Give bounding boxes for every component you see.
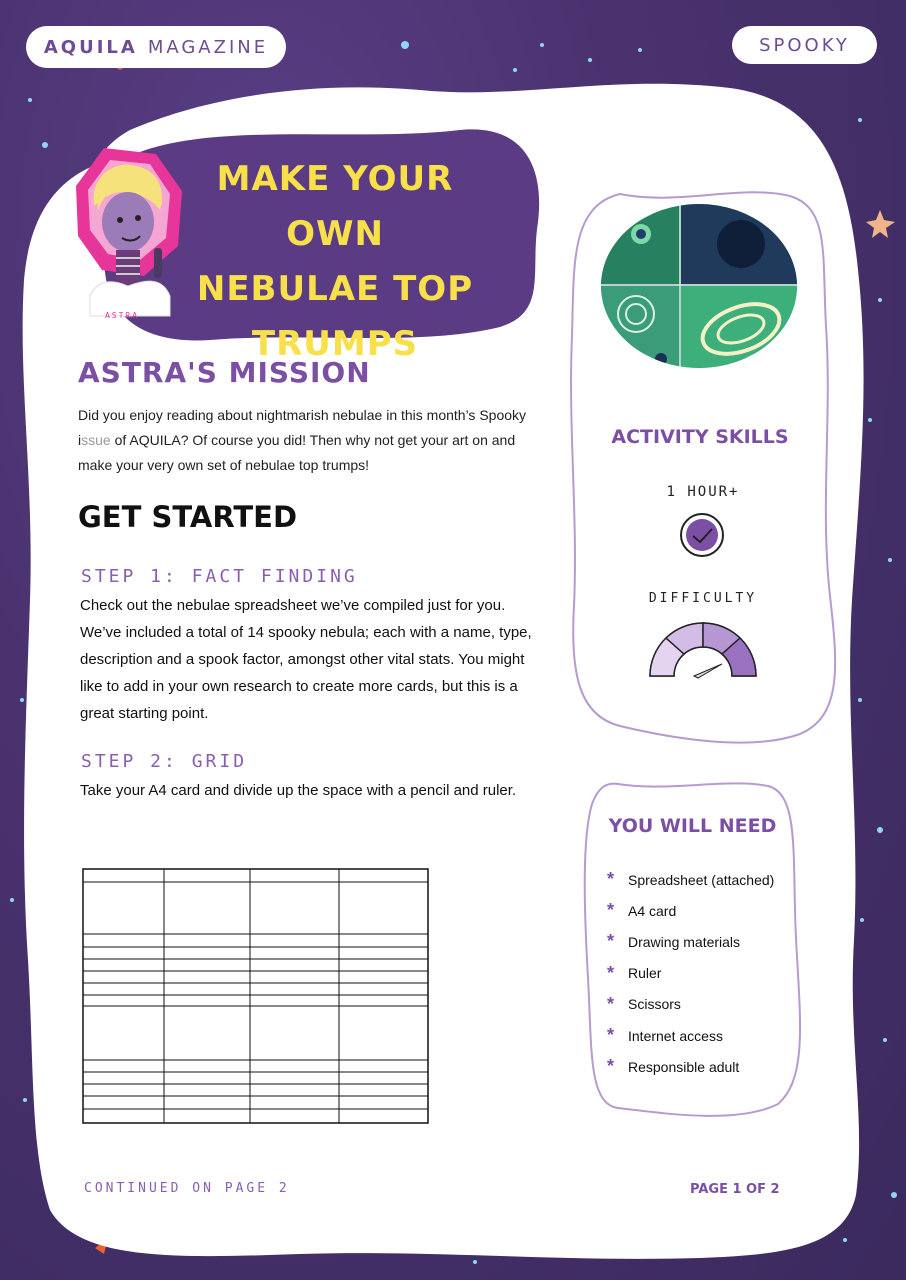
mission-heading: ASTRA'S MISSION — [78, 356, 371, 389]
continued-note: CONTINUED ON PAGE 2 — [84, 1181, 290, 1196]
asterisk-icon: * — [607, 1056, 615, 1077]
step-1-heading: STEP 1: FACT FINDING — [81, 566, 358, 587]
mission-intro — [78, 403, 538, 478]
brand-rest: MAGAZINE — [147, 36, 269, 58]
intro-text-b: of AQUILA? Of course you did! Then why not get your art on and make your very own set of nebulae top trumps! — [78, 432, 516, 473]
list-item — [607, 864, 774, 895]
intro-text-a: Did you enjoy reading about nightmarish nebulae in this month’s Spooky i — [78, 407, 527, 448]
list-item-label: A4 card — [628, 902, 677, 919]
list-item — [607, 926, 774, 957]
page-title — [165, 152, 505, 372]
list-item-label: Internet access — [628, 1027, 723, 1044]
nebula-image — [601, 204, 798, 369]
asterisk-icon: * — [607, 869, 615, 890]
astra-avatar-illustration — [74, 146, 184, 326]
list-item — [607, 895, 774, 926]
get-started-heading: GET STARTED — [78, 500, 298, 534]
page-number: PAGE 1 OF 2 — [690, 1182, 780, 1197]
list-item — [607, 1051, 774, 1082]
list-item-label: Scissors — [628, 996, 681, 1013]
title-line-3: TRUMPS — [251, 324, 419, 364]
asterisk-icon: * — [607, 931, 615, 952]
list-item-label: Responsible adult — [628, 1058, 740, 1075]
asterisk-icon: * — [607, 993, 615, 1014]
materials-list — [607, 864, 774, 1082]
asterisk-icon: * — [607, 900, 615, 921]
list-item-label: Drawing materials — [628, 933, 741, 950]
list-item-label: Ruler — [628, 965, 662, 982]
materials-heading: YOU WILL NEED — [608, 815, 777, 837]
list-item — [607, 1020, 774, 1051]
avatar-name: ASTRA — [104, 311, 140, 320]
list-item-label: Spreadsheet (attached) — [628, 871, 775, 888]
title-line-2: NEBULAE TOP — [196, 269, 474, 309]
step-1-text: Check out the nebulae spreadsheet we’ve compiled just for you. We’ve included a total of 14 spooky nebula; each with a name, type, description and a spook factor, amongst other vital stats. You might like to add in your own research to create more cards, but this is a great starting point. — [80, 597, 532, 722]
clock-icon — [679, 512, 725, 558]
list-item — [607, 958, 774, 989]
card-grid-diagram — [82, 868, 429, 1124]
issue-tag: SPOOKY — [732, 26, 877, 64]
step-2-heading: STEP 2: GRID — [81, 751, 248, 772]
activity-skills-heading: ACTIVITY SKILLS — [611, 426, 789, 448]
title-line-1: MAKE YOUR OWN — [216, 159, 454, 254]
asterisk-icon: * — [607, 962, 615, 983]
brand-bold: AQUILA — [43, 36, 138, 58]
difficulty-label: DIFFICULTY — [648, 591, 758, 606]
duration-label: 1 HOUR+ — [666, 484, 740, 500]
difficulty-gauge-icon — [644, 618, 762, 680]
list-item — [607, 989, 774, 1020]
asterisk-icon: * — [607, 1025, 615, 1046]
intro-text-faded: ssue — [81, 432, 111, 448]
step-2-text: Take your A4 card and divide up the space with a pencil and ruler. — [80, 782, 517, 799]
